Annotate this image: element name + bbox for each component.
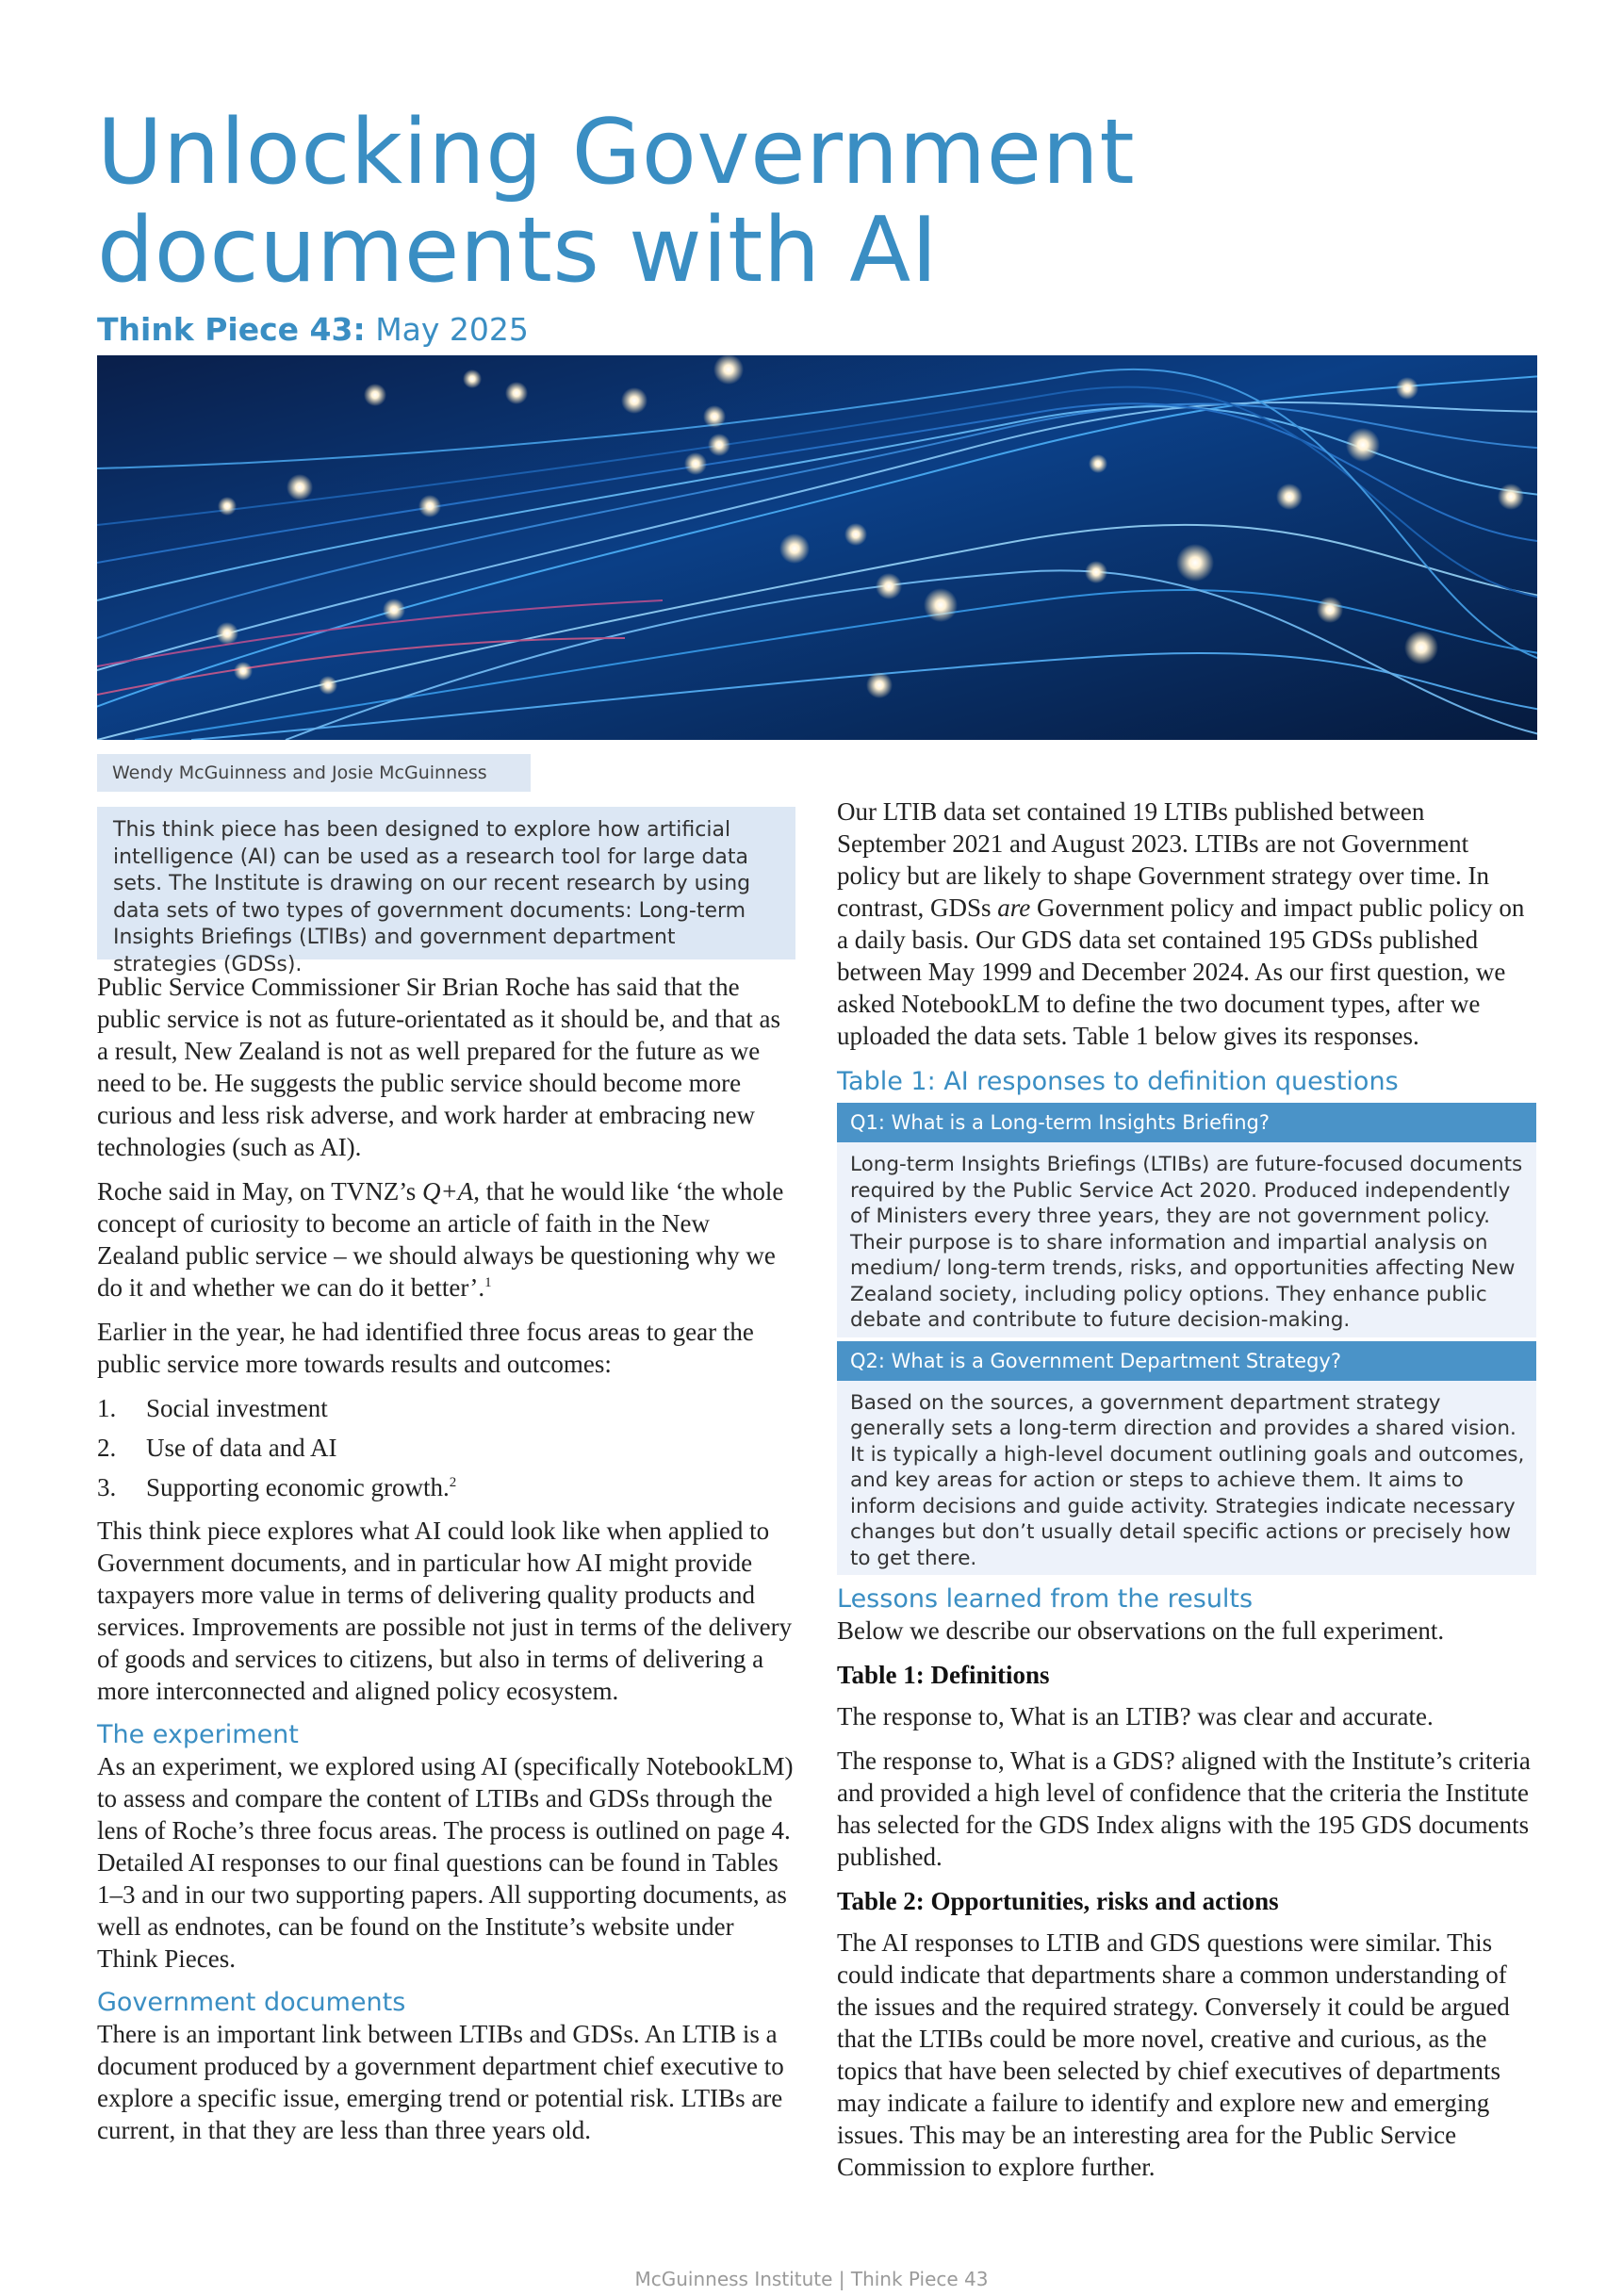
paragraph-roche-quote: Roche said in May, on TVNZ’s Q+A, that he would like ‘the whole concept of curiosity to become an article of faith in the New Zealand public service – we should always be questioning why we do it and whether we can do it better’.$^1$ [97,1177,784,1302]
page-title: Unlocking Government documents with AI [97,101,1136,303]
paragraph: The response to, What is an LTIB? was clear and accurate. [837,1702,1434,1730]
page-footer: McGuinness Institute | Think Piece 43 [634,2268,989,2290]
endnote-ref: 1 [484,1275,492,1290]
paragraph: The AI responses to LTIB and GDS questions were similar. This could indicate that departments share a common understanding of the issues and the required strategy. Conversely it could be argued that the LTIBs could be more novel, creative and curious, as the topics that have been selected by chief executives of departments may indicate a failure to identify and explore new and emerging issues. This may be an interesting area for the Public Service Commission to explore further. [837,1928,1510,2181]
paragraph: As an experiment, we explored using AI (specifically NotebookLM) to assess and compare the content of LTIBs and GDSs through the lens of Roche’s three focus areas. The process is outlined on page 4. Detailed AI responses to our final questions can be found in Tables 1–3 and in our two supporting papers. All supporting documents, as well as endnotes, can be found on the Institute’s website under Think Pieces. [97,1752,794,1973]
paragraph: Earlier in the year, he had identified three focus areas to gear the public service more towards results and outcomes: [97,1318,754,1378]
section-heading-government-documents: Government documents [97,1988,406,2017]
subheading-table-1: Table 1: Definitions [837,1661,1050,1689]
paragraph: Below we describe our observations on the full experiment. [837,1616,1445,1645]
subtitle [97,311,529,348]
table-question-header: Q1: What is a Long-term Insights Briefing? [837,1103,1536,1142]
series-label: Think Piece 43: [97,311,366,348]
list-item: 3. Supporting economic growth.$^2$ [97,1473,457,1501]
left-column [97,971,796,2158]
show-title: Q+A [421,1177,474,1205]
subheading-table-2: Table 2: Opportunities, risks and actions [837,1887,1279,1915]
list-item: 2. Use of data and AI [97,1434,337,1462]
emphasis: are [997,894,1031,922]
intro-summary-box [97,807,795,976]
table-answer-cell: Based on the sources, a government department strategy generally sets a long-term direction and provides a shared vision. It is typically a high-level document outlining goals and outcomes, and key areas for action or steps to achieve them. It aims to inform decisions and guide activity. Strategies indicate necessary changes but don’t usually detail specific actions or precisely how to get there. [837,1381,1536,1576]
table-title: Table 1: AI responses to definition questions [837,1067,1399,1096]
list-item: 1. Social investment [97,1394,328,1422]
endnote-ref: 2 [449,1475,457,1490]
definitions-table [837,1103,1536,1575]
table-answer-cell: Long-term Insights Briefings (LTIBs) are future-focused documents required by the Public Service Act 2020. Produced independently of Ministers every three years, they are not government policy. Their purpose is to share information and impartial analysis on medium/ long-term trends, risks, and opportunities affecting New Zealand society, including policy options. They enhance public debate and contribute to future decision-making. [837,1142,1536,1337]
paragraph: There is an important link between LTIBs and GDSs. An LTIB is a document produced by a government department chief executive to explore a specific issue, emerging trend or potential risk. LTIBs are current, in that they are less than three years old. [97,2020,784,2144]
paragraph: This think piece explores what AI could look like when applied to Government documents, and in particular how AI might provide taxpayers more value in terms of delivering quality products and services. Improvements are possible not just in terms of the delivery of goods and services to citizens, but also in terms of delivering a more interconnected and aligned policy ecosystem. [97,1517,793,1705]
section-heading-experiment: The experiment [97,1720,299,1749]
intro-summary-text: This think piece has been designed to explore how artificial intelligence (AI) can be used as a research tool for large data sets. The Institute is drawing on our recent research by using data sets of two types of government documents: Long-term Insights Briefings (LTIBs) and government department strategies (GDSs). [113,818,751,976]
publication-date: May 2025 [375,311,529,348]
paragraph-data-sets: Our LTIB data set contained 19 LTIBs published between September 2021 and August 2023. LTIBs are not Government policy but are likely to shape Government strategy over time. In contrast, GDSs are Government policy and impact public policy on a daily basis. Our GDS data set contained 195 GDSs published between May 1999 and December 2024. As our first question, we asked NotebookLM to define the two document types, after we uploaded the data sets. Table 1 below gives its responses. [837,797,1525,1050]
table-question-header: Q2: What is a Government Department Strategy? [837,1341,1536,1381]
paragraph: The response to, What is a GDS? aligned with the Institute’s criteria and provided a high level of confidence that the criteria the Institute has selected for the GDS Index aligns with the 195 GDS documents published. [837,1747,1531,1871]
authors-label: Wendy McGuinness and Josie McGuinness [97,754,531,792]
section-heading-lessons: Lessons learned from the results [837,1584,1254,1614]
right-column [837,795,1536,2195]
focus-areas-list [97,1392,796,1503]
hero-fibre-optic-image [97,355,1537,740]
paragraph: Public Service Commissioner Sir Brian Roche has said that the public service is not as future-orientated as it should be, and that as a result, New Zealand is not as well prepared for the future as we need to be. He suggests the public service should become more curious and less risk adverse, and work harder at embracing new technologies (such as AI). [97,973,781,1161]
